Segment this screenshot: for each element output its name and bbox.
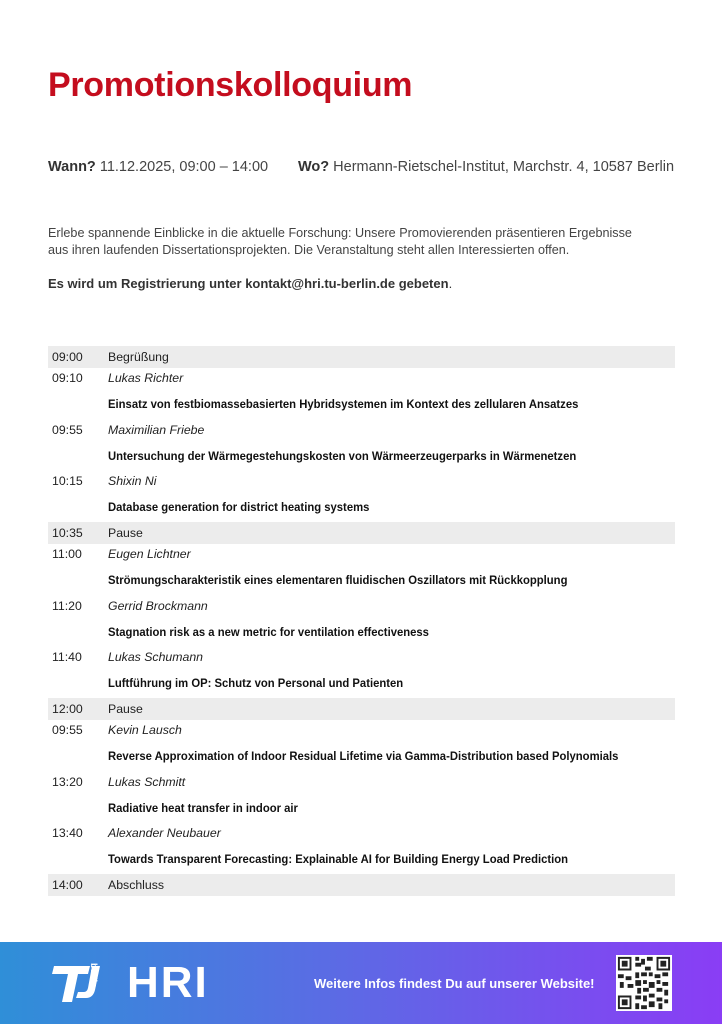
agenda-row-talk [48,668,675,698]
agenda-label: Begrüßung [108,349,169,364]
website-hint: Weitere Infos findest Du auf unserer Website! [314,976,595,991]
speaker-name: Alexander Neubauer [108,826,221,841]
agenda-row-talk [48,565,675,595]
intro-text: Erlebe spannende Einblicke in die aktuelle Forschung: Unsere Promovierenden präsentieren Ergebnisse aus ihren laufenden Dissertationsprojekten. Die Veranstaltung steht allen Interessierten offen. [48,225,632,257]
agenda-time: 09:00 [52,349,83,364]
registration-text[interactable]: Es wird um Registrierung unter kontakt@hri.tu-berlin.de gebeten [48,276,449,291]
speaker-name: Maximilian Friebe [108,422,205,437]
agenda-row-speaker [48,595,675,617]
agenda-time: 13:20 [52,774,83,789]
hri-logo[interactable]: HRI [127,958,209,1007]
speaker-name: Kevin Lausch [108,723,182,738]
talk-title: Einsatz von festbiomassebasierten Hybridsystemen im Kontext des zellularen Ansatzes [108,397,579,411]
speaker-name: Eugen Lichtner [108,547,191,562]
agenda-time: 11:20 [52,598,82,613]
agenda-time: 13:40 [52,826,83,841]
talk-title: Strömungscharakteristik eines elementaren fluidischen Oszillators mit Rückkopplung [108,573,568,587]
agenda-row-speaker [48,419,675,441]
talk-title: Untersuchung der Wärmegestehungskosten von Wärmeerzeugerparks in Wärmenetzen [108,448,577,463]
agenda-time: 11:40 [52,650,82,665]
agenda-row-speaker [48,471,675,493]
when-value: 11.12.2025, 09:00 – 14:00 [99,159,269,175]
talk-title: Radiative heat transfer in indoor air [108,800,298,815]
agenda-label: Pause [108,701,143,716]
agenda-row-speaker [48,771,675,793]
where-value: Hermann-Rietschel-Institut, Marchstr. 4, 10587 Berlin [333,159,675,175]
agenda-row-pause [48,522,675,544]
registration-note [48,276,452,291]
event-date [48,159,268,175]
agenda-row-talk [48,441,675,471]
event-location [298,159,674,175]
when-label: Wann? [48,159,96,175]
where-label: Wo? [298,159,330,175]
speaker-name: Lukas Schumann [108,650,204,665]
agenda-row-talk [48,793,675,823]
agenda-row-greeting [48,346,675,368]
agenda-time: 09:10 [52,371,83,386]
agenda-row-talk [48,617,675,647]
agenda-row-speaker [48,720,675,742]
agenda-time: 09:55 [52,723,83,738]
talk-title: Towards Transparent Forecasting: Explainable AI for Building Energy Load Prediction [108,852,569,866]
agenda-row-talk [48,389,675,419]
agenda-time: 12:00 [52,701,83,716]
agenda-row-talk [48,492,675,522]
speaker-name: Lukas Schmitt [108,774,186,789]
tu-logo-icon[interactable] [52,962,114,1004]
agenda-label: Abschluss [108,877,165,892]
agenda-time: 10:35 [52,525,83,540]
agenda-row-talk [48,844,675,874]
agenda-row-speaker [48,647,675,669]
talk-title: Reverse Approximation of Indoor Residual Lifetime via Gamma-Distribution based Polynomials [108,749,619,763]
agenda-row-talk [48,741,675,771]
talk-title: Stagnation risk as a new metric for ventilation effectiveness [108,624,429,639]
agenda-row-speaker [48,544,675,566]
agenda-time: 09:55 [52,422,83,437]
page-title: Promotionskolloquium [48,66,413,104]
speaker-name: Lukas Richter [108,371,184,386]
agenda-time: 10:15 [52,474,83,489]
agenda-time: 14:00 [52,877,83,892]
qr-code-icon[interactable] [616,955,672,1011]
agenda-row-closing [48,874,675,896]
speaker-name: Shixin Ni [108,474,157,489]
agenda-row-speaker [48,823,675,845]
talk-title: Database generation for district heating systems [108,500,370,514]
logo-berlin-text: berlin [89,963,99,988]
agenda-table [48,346,675,896]
agenda-row-pause [48,698,675,720]
registration-end: . [448,276,453,291]
agenda-time: 11:00 [52,547,82,562]
agenda-label: Pause [108,525,143,540]
speaker-name: Gerrid Brockmann [108,598,208,613]
agenda-row-speaker [48,368,675,390]
talk-title: Luftführung im OP: Schutz von Personal und Patienten [108,676,404,690]
